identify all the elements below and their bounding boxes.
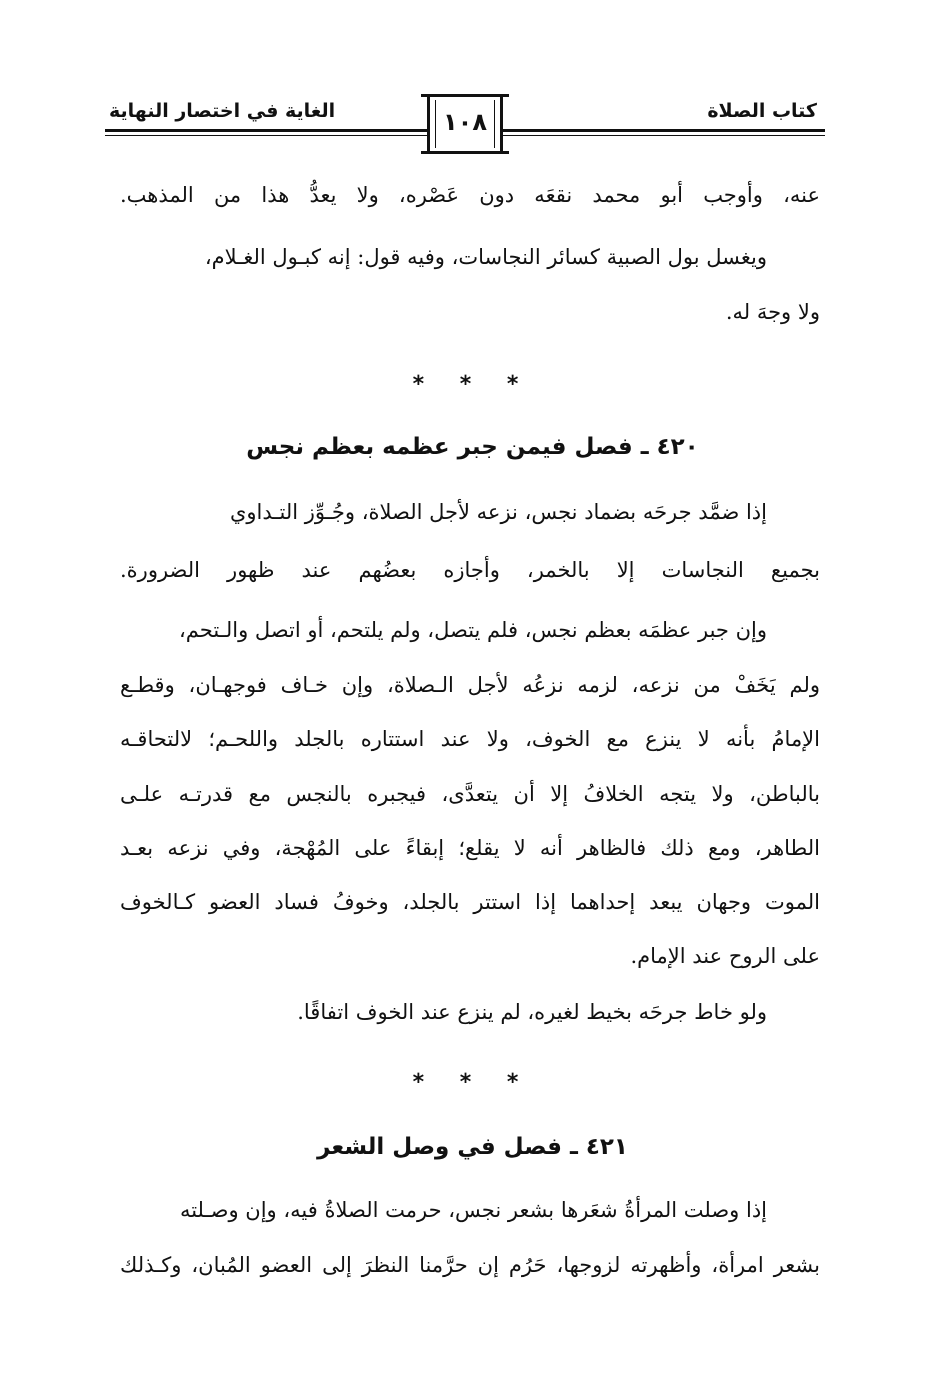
- paragraph-line: عنه، وأوجب أبو محمد نقعَه دون عَصْره، ولا يعدُّ هذا من المذهب.: [120, 183, 820, 207]
- frame-cap-bottom: [421, 151, 509, 154]
- chapter-title: كتاب الصلاة: [707, 100, 817, 122]
- section-separator: * * *: [412, 372, 533, 397]
- paragraph-line: بشعر امرأة، وأظهرته لزوجها، حَرُم إن حرَّمنا النظرَ إلى العضو المُبان، وكـذلك: [120, 1253, 820, 1277]
- paragraph-line: ولا وجهَ له.: [725, 300, 820, 324]
- paragraph-line: الموت وجهان يبعد إحداهما إذا استتر بالجلد، وخوفُ فساد العضو كـالخوف: [120, 890, 820, 914]
- section-heading-420: ٤٢٠ ـ فصل فيمن جبر عظمه بعظم نجس: [246, 434, 699, 460]
- page-number-frame: [427, 94, 503, 154]
- paragraph-line: الإمامُ بأنه لا ينزع مع الخوف، ولا عند استتاره بالجلد واللحـم؛ لالتحاقـه: [120, 727, 820, 751]
- section-heading-421: ٤٢١ ـ فصل في وصل الشعر: [317, 1134, 628, 1160]
- paragraph-line: ولم يَخَفْ من نزعه، لزمه نزعُه لأجل الـصلاة، وإن خـاف فوجهـان، وقطـع: [120, 673, 820, 697]
- frame-cap-top: [421, 94, 509, 97]
- paragraph-line: إذا ضمَّد جرحَه بضماد نجس، نزعه لأجل الصلاة، وجُـوِّز التـداوي: [229, 500, 767, 524]
- paragraph-line: الطاهر، ومع ذلك فالظاهر أنه لا يقلع؛ إبقاءً على المُهْجة، وفي نزعه بعـد: [120, 836, 820, 860]
- paragraph-line: ولو خاط جرحَه بخيط لغيره، لم ينزع عند الخوف اتفاقًا.: [297, 1000, 767, 1024]
- paragraph-line: بجميع النجاسات إلا بالخمر، وأجازه بعضُهم عند ظهور الضرورة.: [120, 558, 820, 582]
- paragraph-line: إذا وصلت المرأةُ شعَرها بشعر نجس، حرمت الصلاةُ فيه، وإن وصـلته: [179, 1198, 767, 1222]
- section-separator: * * *: [412, 1070, 533, 1095]
- paragraph-line: بالباطن، ولا يتجه الخلافُ إلا أن يتعدَّى، فيجبره بالنجس مع قدرتـه علـى: [120, 782, 820, 806]
- paragraph-line: وإن جبر عظمَه بعظم نجس، فلم يتصل، ولم يلتحم، أو اتصل والـتحم،: [179, 618, 767, 642]
- page-number: ١٠٨: [443, 108, 487, 136]
- paragraph-line: ويغسل بول الصبية كسائر النجاسات، وفيه قول: إنه كبـول الغـلام،: [204, 245, 767, 269]
- page-header: [105, 92, 825, 162]
- book-title: الغاية في اختصار النهاية: [109, 100, 336, 122]
- paragraph-line: على الروح عند الإمام.: [630, 944, 820, 968]
